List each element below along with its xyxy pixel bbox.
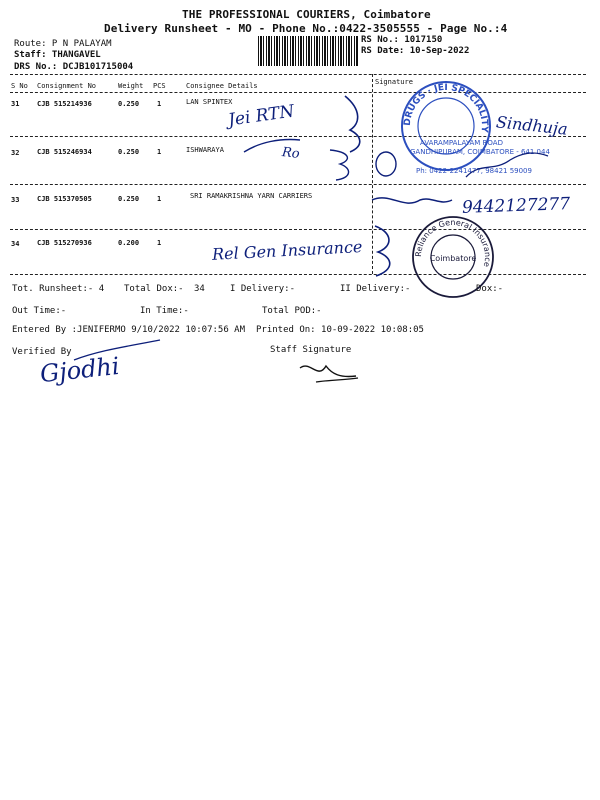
staff-label: Staff: THANGAVEL — [14, 50, 101, 60]
ii-delivery: II Delivery:- — [340, 284, 411, 294]
drugs-ring-text: DRUGS · JEI SPECIALITY — [402, 82, 490, 133]
row-sno: 33 — [11, 196, 20, 204]
row-pcs: 1 — [157, 148, 162, 156]
row-consignee: ISHWARAYA — [186, 146, 224, 154]
handwritten-note-row31: Jei RTN — [226, 101, 296, 131]
drs-number: DRS No.: DCJB101715004 — [14, 62, 134, 72]
col-weight: Weight — [118, 82, 144, 90]
row-pcs: 1 — [157, 100, 162, 108]
route-label: Route: P N PALAYAM — [14, 39, 112, 49]
row-consignment: CJB 515214936 — [37, 100, 92, 108]
rs-number: RS No.: 1017150 — [361, 35, 443, 45]
row-pcs: 1 — [157, 239, 162, 247]
reliance-ring-text: Reliance General Insurance — [413, 217, 493, 268]
col-consignee: Consignee Details — [186, 82, 258, 90]
col-signature: Signature — [375, 78, 413, 86]
runsheet-title: Delivery Runsheet - MO - Phone No.:0422-3505555 - Page No.:4 — [104, 22, 508, 35]
row-consignment: CJB 515270936 — [37, 239, 92, 247]
in-time: In Time:- — [140, 306, 189, 316]
col-pcs: PCS — [153, 82, 166, 90]
row-consignment: CJB 515246934 — [37, 148, 92, 156]
staff-signature: Staff Signature — [270, 345, 352, 355]
handwritten-note-row34: Rel Gen Insurance — [211, 237, 363, 264]
stamp-road: AVARAMPALAYAM ROAD — [420, 139, 503, 147]
handwritten-phone: 9442127277 — [461, 194, 571, 218]
reliance-city: Coimbatore — [429, 254, 477, 263]
row-sno: 32 — [11, 149, 20, 157]
row-weight: 0.250 — [118, 100, 140, 108]
row-sno: 34 — [11, 240, 20, 248]
rs-date: RS Date: 10-Sep-2022 — [361, 46, 470, 56]
row-consignee: SRI RAMAKRISHNA YARN CARRIERS — [190, 192, 313, 200]
row-consignment: CJB 515370505 — [37, 195, 92, 203]
col-consignment: Consignment No — [37, 82, 97, 90]
total-pod: Total POD:- — [262, 306, 322, 316]
total-dox-label: Total Dox:- — [124, 284, 184, 294]
total-runsheet: Tot. Runsheet:- 4 — [12, 284, 105, 294]
stamp-city: GANDHIPURAM, COIMBATORE - 641 044 — [410, 148, 550, 156]
handwritten-note-row32: Ro — [281, 145, 301, 162]
row-consignee: LAN SPINTEX — [186, 98, 233, 106]
total-dox-value: 34 — [194, 284, 205, 294]
printed-on: Printed On: 10-09-2022 10:08:05 — [256, 325, 424, 335]
out-time: Out Time:- — [12, 306, 67, 316]
verified-by: Verified By — [12, 347, 72, 357]
i-delivery: I Delivery:- — [230, 284, 296, 294]
row-weight: 0.200 — [118, 239, 140, 247]
row-weight: 0.250 — [118, 148, 140, 156]
row-sno: 31 — [11, 100, 20, 108]
row-weight: 0.250 — [118, 195, 140, 203]
company-title: THE PROFESSIONAL COURIERS, Coimbatore — [182, 8, 431, 21]
verified-signature: Gjodhi — [38, 351, 121, 389]
dox-label: Dox:- — [476, 284, 504, 294]
stamp-phone: Ph: 0422-2241477, 98421 59009 — [416, 167, 532, 175]
handwritten-signature: Sindhuja — [495, 112, 569, 139]
row-pcs: 1 — [157, 195, 162, 203]
entered-by: Entered By :JENIFERMO 9/10/2022 10:07:56 AM — [12, 325, 245, 335]
col-sno: S No — [11, 82, 28, 90]
